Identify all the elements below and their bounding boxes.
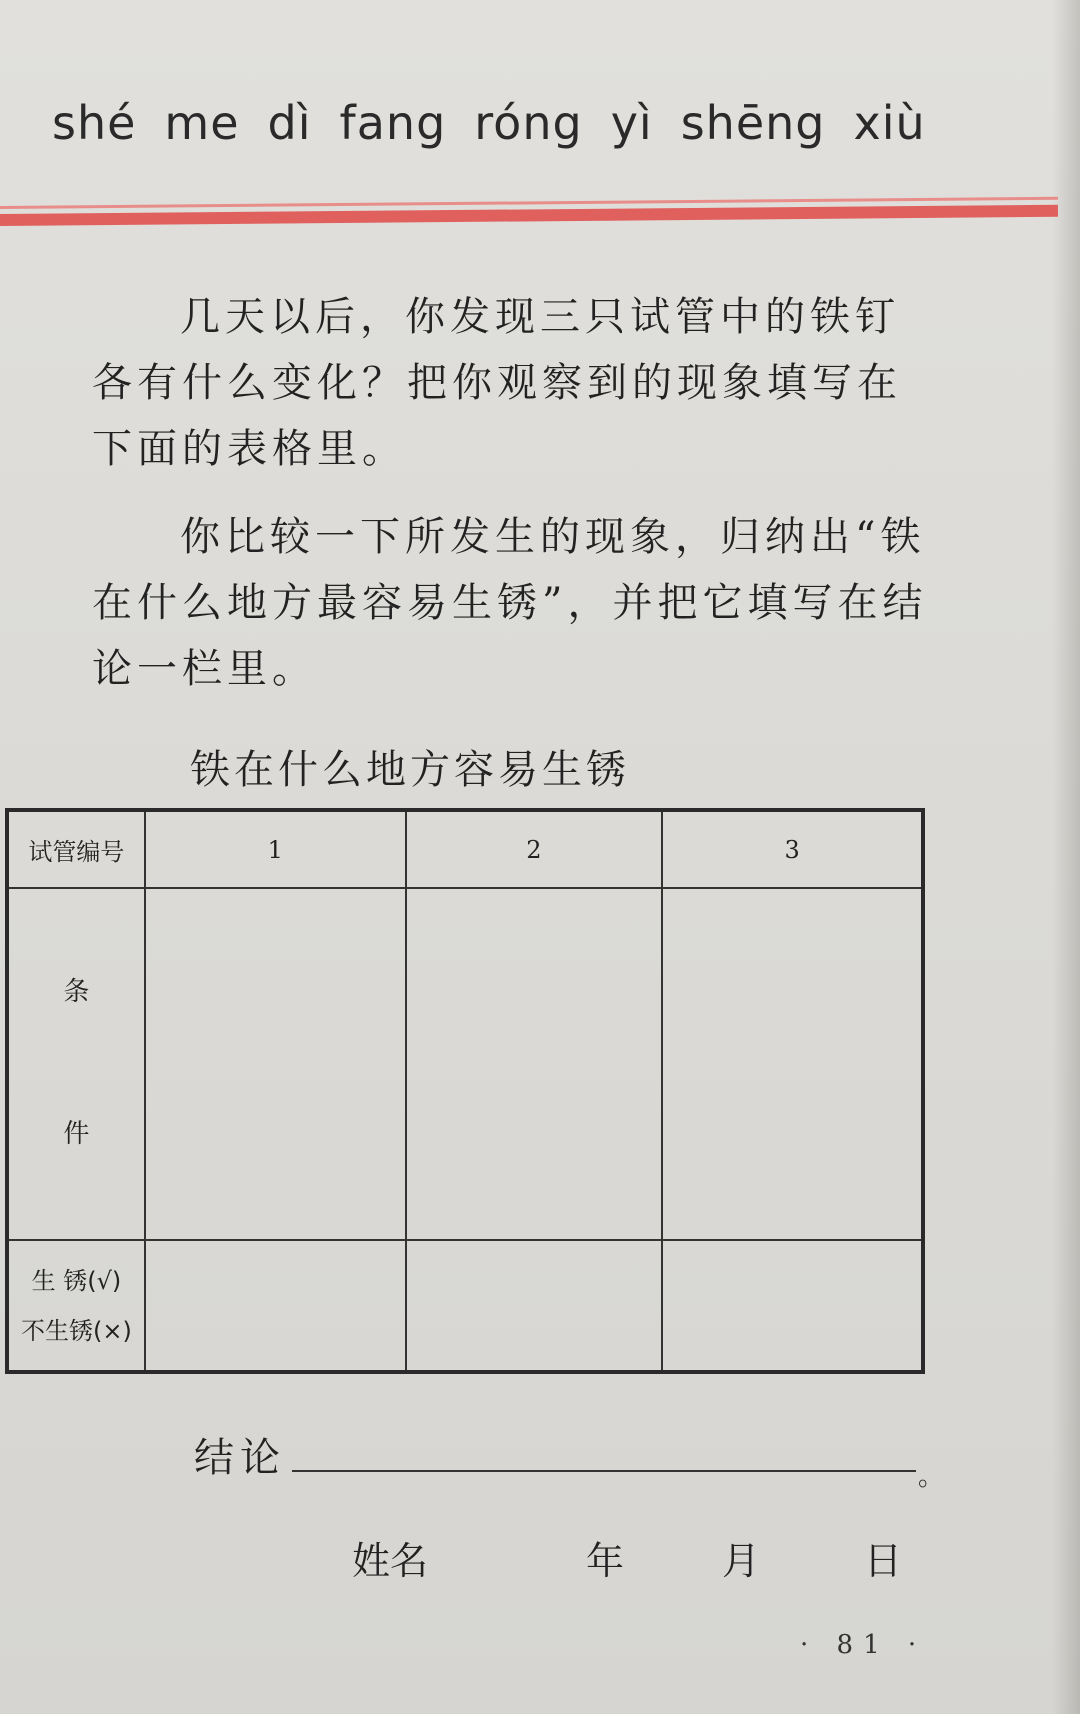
condition-row: [7, 888, 923, 1240]
rust-cell-2[interactable]: [406, 1240, 663, 1372]
page-edge-shadow: [1052, 0, 1080, 1714]
tube-column-2: 2: [406, 810, 663, 888]
tube-column-3: 3: [662, 810, 923, 888]
pinyin-syllable: yì: [610, 96, 653, 150]
tube-column-1: 1: [145, 810, 406, 888]
page-number: · 81 ·: [800, 1630, 927, 1660]
conclusion-blank-line[interactable]: [292, 1470, 916, 1472]
condition-cell-3[interactable]: [662, 888, 923, 1240]
rust-row: [7, 1240, 923, 1372]
name-label: 姓名: [352, 1539, 429, 1583]
instruction-paragraph-2: [92, 504, 932, 702]
table-caption: 铁在什么地方容易生锈: [190, 747, 630, 793]
pinyin-syllable: shé: [52, 96, 137, 150]
rust-label-cell: [7, 1240, 145, 1372]
table-header-row: [7, 810, 923, 888]
day-label: 日: [864, 1539, 903, 1583]
conclusion-label: 结论: [194, 1435, 286, 1481]
pinyin-syllable: fang: [339, 96, 447, 150]
pinyin-syllable: me: [164, 96, 240, 150]
pinyin-syllable: xiù: [853, 96, 926, 150]
year-label: 年: [586, 1539, 625, 1583]
tube-number-label: 试管编号: [7, 810, 145, 888]
no-rust-label: 不生锈(×): [21, 1316, 132, 1345]
pinyin-syllable: shēng: [680, 96, 826, 150]
rust-cell-3[interactable]: [662, 1240, 923, 1372]
condition-cell-1[interactable]: [145, 888, 406, 1240]
pinyin-title: [52, 96, 954, 150]
pinyin-syllable: róng: [474, 96, 583, 150]
pinyin-syllable: dì: [267, 96, 312, 150]
paragraph-text: 几天以后，你发现三只试管中的铁钉各有什么变化？把你观察到的现象填写在下面的表格里。: [92, 294, 902, 472]
month-label: 月: [722, 1539, 761, 1583]
header-rule: [0, 205, 1058, 226]
rust-cell-1[interactable]: [145, 1240, 406, 1372]
observation-table: [5, 808, 925, 1374]
condition-label-char-2: 件: [63, 1119, 90, 1149]
paragraph-text: 你比较一下所发生的现象，归纳出“铁在什么地方最容易生锈”，并把它填写在结论一栏里。: [92, 514, 928, 692]
instruction-paragraph-1: [92, 284, 932, 482]
conclusion-period: 。: [918, 1462, 945, 1492]
condition-label-cell: [7, 888, 145, 1240]
condition-cell-2[interactable]: [406, 888, 663, 1240]
rust-label: 生 锈(√): [31, 1266, 122, 1295]
condition-label-char-1: 条: [63, 977, 90, 1007]
